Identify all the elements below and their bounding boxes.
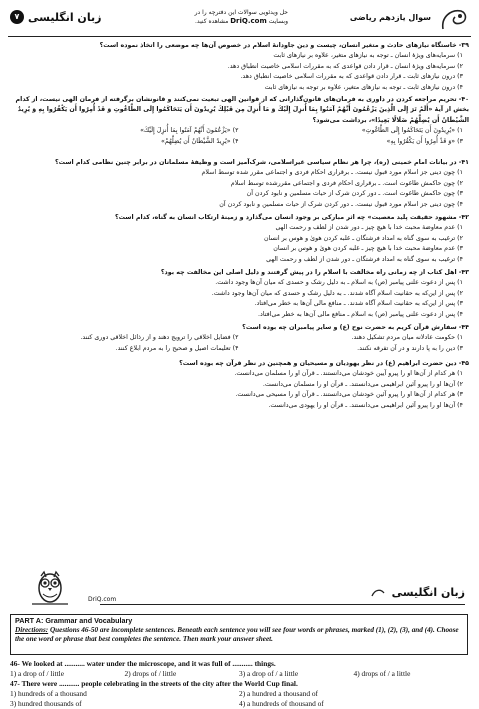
option[interactable]: 2) drops of / little (124, 669, 177, 678)
option-row (14, 333, 469, 343)
option[interactable]: 1) hundreds of a thousand (10, 689, 87, 698)
option[interactable]: ۱) سرمایه‌های ویژهٔ انسان ـ توجه به نیازهای متغیر، علاوه بر نیازهای ثابت (273, 52, 463, 60)
header-subject: زبان انگلیسی (28, 10, 102, 24)
option[interactable]: ۱) «يُرِيدُونَ أَن يَتَحَاكَمُوا إِلَى الطَّاغُوتِ» (361, 127, 463, 135)
page-number: ۷ (10, 10, 24, 24)
part-a-box (10, 614, 468, 655)
question-43 (14, 268, 469, 320)
directions-label: Directions: (15, 625, 49, 634)
brand-logo-icon (439, 7, 469, 33)
option[interactable]: 3) hundred thousands of (10, 699, 82, 708)
question-44 (14, 323, 469, 354)
option[interactable]: ۳) دین را به پا دارند و در آن تفرقه نکنند. (357, 344, 463, 352)
option[interactable]: ۳) پس از این‌که به حقانیت اسلام آگاه شدند. ـ منافع مالی آن‌ها به خطر می‌افتاد. (254, 300, 463, 308)
site-line-2-text: وبسایت (268, 18, 288, 25)
option[interactable]: 4) drops of / a little (353, 669, 411, 678)
question-stem: خاستگاه نیازهای حادث و متغیر انسان، چیست و دین جاودانهٔ اسلام در خصوص آن‌ها چه موضعی را اتخاذ نموده است؟ (99, 42, 457, 49)
option[interactable]: 3) a drop of / a little (239, 669, 299, 678)
option[interactable]: ۲) پس از این‌که به حقانیت اسلام آگاه شدند. ـ به دلیل رشک و حسدی که میان آن‌ها وجود داشت. (211, 289, 463, 297)
header-left (10, 10, 101, 24)
option[interactable]: ۴) تعلیمات اصیل و صحیح را به مردم ابلاغ کنند. (115, 344, 239, 352)
site-line-3: مشاهده کنید. (195, 18, 229, 25)
section-divider (100, 604, 465, 605)
option[interactable]: 2) a hundred a thousand of (239, 689, 319, 698)
question-number: 46- (10, 659, 20, 668)
option[interactable]: ۲) چون حاکمش طاغوت است. ـ برقراری احکام فردی و اجتماعی مقررشده توسط اسلام (230, 179, 463, 187)
owl-site-link[interactable]: DriQ.com (88, 596, 117, 603)
option[interactable]: ۳) درون نیازهای ثابت ـ قرار دادن قواعدی که به مقررات اسلامی خاصیت انطباق دهد. (240, 73, 463, 81)
question-number: ۴۳- (458, 269, 469, 276)
question-number: ۴۲- (458, 214, 469, 221)
question-number: ۴۵- (458, 360, 469, 367)
option-row (14, 344, 469, 354)
part-a-title: PART A: Grammar and Vocabulary (15, 616, 133, 625)
question-42 (14, 213, 469, 265)
option[interactable]: 4) a hundreds of thousand of (239, 699, 324, 708)
question-40 (14, 95, 469, 147)
option[interactable]: ۳) «وَ قَدْ أُمِرُوا أَن يَكْفُرُوا بِهِ» (386, 137, 463, 145)
question-41 (14, 158, 469, 210)
question-number: ۴۴- (458, 324, 469, 331)
site-line-2 (158, 17, 288, 26)
section-ornament-icon (371, 588, 385, 598)
question-stem: در بیانات امام خمینی (ره)، چرا هر نظام سیاسی غیراسلامی، شرک‌آمیز است و وظیفهٔ مسلمانان در برابر چنین نظامی کدام است؟ (55, 159, 457, 166)
option[interactable]: ۲) سرمایه‌های ویژهٔ انسان ـ قرار دادن قواعدی که به مقررات اسلامی خاصیت انطباق دهد. (227, 62, 463, 70)
exam-title: سوال یازدهم ریاضی (349, 13, 431, 22)
option[interactable]: ۱) حکومت عادلانه میان مردم تشکیل دهند. (351, 334, 463, 342)
owl-mascot-icon (30, 566, 70, 606)
option-row (10, 669, 468, 679)
question-number: ۴۰- (458, 96, 469, 103)
site-url[interactable]: DriQ.com (230, 17, 267, 25)
section-title (371, 586, 465, 599)
option[interactable]: ۲) «يَزْعُمُونَ أَنَّهُمْ آمَنُوا بِمَا أُنزِلَ إِلَيْكَ» (140, 127, 239, 135)
question-stem: دین حضرت ابراهیم (ع) در نظر یهودیان و مسیحیان و همچنین در نظر قرآن چه بوده است؟ (179, 360, 457, 367)
question-46 (10, 659, 468, 679)
question-number: ۳۹- (458, 42, 469, 49)
option-row (10, 699, 468, 709)
option[interactable]: ۴) ترغیب به سوی گناه به امداد فرشتگان ـ دور شدن از لطف و رحمت الهی (266, 255, 463, 263)
question-stem: We looked at ........... water under the microscope, and it was full of ........... things. (21, 659, 276, 668)
option[interactable]: ۲) فضایل اخلاقی را ترویج دهند و از رذائل اخلاقی دوری کنند. (80, 334, 239, 342)
option[interactable]: ۱) پس از دعوت علنی پیامبر (ص) به اسلام ـ به دلیل رشک و حسدی که میان آن‌ها وجود داشت. (215, 279, 463, 287)
question-stem: مشهود حقیقت پلید معصیت» چه اثر مبارکی بر وجود انسان می‌گذارد و زمینهٔ ارتکاب انسان به گناه، کدام است؟ (114, 214, 457, 221)
option[interactable]: ۲) آن‌ها او را پیرو آئین ابراهیمی می‌دانستند. ـ قرآن او را مسلمان می‌دانست. (262, 380, 463, 388)
section-title-text: زبان انگلیسی (391, 586, 465, 599)
option[interactable]: ۱) عدم معاوضهٔ محبت خدا با هیچ چیز ـ دور شدن از لطف و رحمت الهی (275, 224, 463, 232)
option[interactable]: ۱) هر کدام از آن‌ها او را پیرو آیین خودشان می‌دانستند. ـ قرآن او را مسلمان می‌دانست. (234, 370, 463, 378)
question-stem: There were ........... people celebrating in the streets of the city after the World Cup final. (21, 679, 298, 688)
page-header (8, 7, 471, 37)
option[interactable]: ۴) درون نیازهای ثابت ـ توجه به نیازهای متغیر، علاوه بر توجه به نیازهای ثابت (264, 83, 463, 91)
option[interactable]: ۴) چون دینی جز اسلام مورد قبول نیست. ـ دور کردن شرک از حیات مسلمین و نابود کردن آن (219, 200, 463, 208)
header-site-note (158, 9, 288, 26)
question-39 (14, 41, 469, 93)
site-line-1: حل ویدئویی سوالات این دفترچه را در (194, 9, 288, 16)
question-47 (10, 679, 468, 709)
option[interactable]: ۴) آن‌ها او را پیرو آئین ابراهیمی می‌دانستند. ـ قرآن او را یهودی می‌دانست. (268, 401, 463, 409)
option-row (14, 137, 469, 147)
header-divider (8, 36, 471, 37)
option[interactable]: ۳) عدم معاوضهٔ محبت خدا با هیچ چیز ـ غلبه کردن هویٰ و هوس بر انسان (273, 245, 463, 253)
option[interactable]: ۴) «يُرِيدُ الشَّيْطَانُ أَن يُضِلَّهُمْ» (160, 137, 239, 145)
directions-text: Questions 46-50 are incomplete sentences. Beneath each sentence you will see four words or phrases, marked (1), (2), (3), and (4). Choose the one word or phrase that best completes the sentence. Then mark your answer sheet. (15, 625, 459, 643)
option[interactable]: ۳) چون حاکمش طاغوت است. ـ دور کردن شرک از حیات مسلمین و نابود کردن آن (246, 190, 463, 198)
question-number: ۴۱- (458, 159, 469, 166)
option-row (10, 689, 468, 699)
option[interactable]: ۱) چون دینی جز اسلام مورد قبول نیست. ـ برقراری احکام فردی و اجتماعی مقرر شده توسط اسلام (201, 169, 463, 177)
option[interactable]: ۴) پس از دعوت علنی پیامبر (ص) به اسلام ـ منافع مالی آن‌ها به خطر می‌افتاد. (258, 310, 463, 318)
question-45 (14, 359, 469, 411)
question-stem: اهل کتاب از چه زمانی راه مخالفت با اسلام را در پیش گرفتند و دلیل اصلی این مخالفت چه بود؟ (160, 269, 457, 276)
question-number: 47- (10, 679, 20, 688)
question-stem: تحریم مراجعه کردن در داوری به فرمان‌های قانون‌گذارانی که از قوانین الهی تبعیت نمی‌کنند و قانونشان برگرفته از فرمان الهی نیست، از کدام بخش از آیهٔ «أَلَمْ تَرَ إِلَى الَّذِينَ يَزْعُمُونَ أَنَّهُمْ آمَنُوا بِمَا أُنزِلَ إِلَيْكَ وَ مَا أُنزِلَ مِن قَبْلِكَ يُرِيدُونَ أَن يَتَحَاكَمُوا إِلَى الطَّاغُوتِ وَ قَدْ أُمِرُوا أَن يَكْفُرُوا بِهِ وَ يُرِيدُ الشَّيْطَانُ أَن يُضِلَّهُمْ ضَلَالًا بَعِيدًا»، برداشت می‌شود؟ (15, 96, 469, 124)
option-row (14, 126, 469, 136)
option[interactable]: 1) a drop of / little (10, 669, 64, 678)
question-stem: سفارش قرآن کریم به حضرت نوح (ع) و سایر پیامبران چه بوده است؟ (242, 324, 457, 331)
option[interactable]: ۲) ترغیب به سوی گناه به امداد فرشتگان ـ غلبه کردن هویٰ و هوس بر انسان (263, 234, 463, 242)
option[interactable]: ۳) هر کدام از آن‌ها او را پیرو آئین خودشان می‌دانستند. ـ قرآن او را مسیحی می‌دانست. (235, 391, 463, 399)
